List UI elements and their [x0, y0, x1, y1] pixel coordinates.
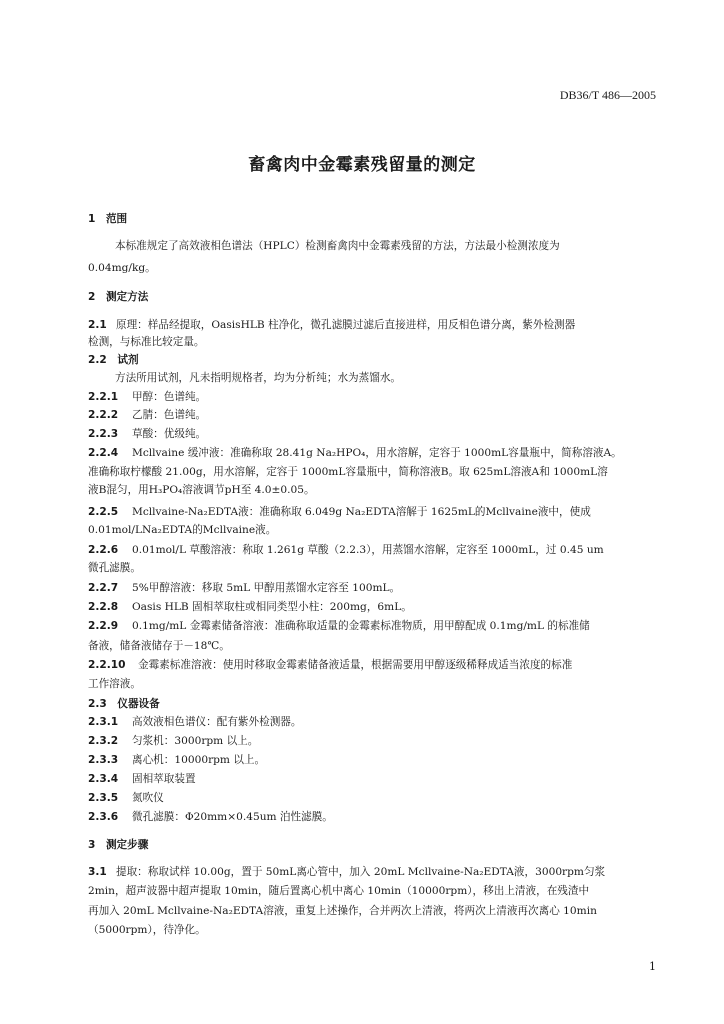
clause-number: 2.2.1: [88, 391, 119, 403]
clause-text: 离心机：10000rpm 以上。: [132, 754, 266, 766]
page-number: 1: [649, 960, 656, 973]
clause-text: Oasis HLB 固相萃取柱或相同类型小柱：200mg，6mL。: [132, 601, 412, 613]
clause-text: 氮吹仪: [132, 792, 164, 804]
clause-text: 提取：称取试样 10.00g，置于 50mL离心管中，加入 20mL Mcllvaine-Na₂EDTA液，3000rpm匀浆: [116, 866, 606, 878]
clause-number: 2.1: [88, 319, 107, 331]
clause-number: 2.2.2: [88, 409, 119, 421]
clause-text: 乙腈：色谱纯。: [132, 409, 207, 421]
equipment-2-3-6: [88, 811, 333, 824]
clause-number: 2.3.1: [88, 716, 119, 728]
section-1-text-cont: 0.04mg/kg。: [88, 262, 156, 274]
reagent-2-2-8: [88, 601, 412, 614]
reagent-2-2-4-line-1: [88, 447, 622, 460]
clause-text: 微孔滤膜：Φ20mm×0.45um 泊性滤膜。: [132, 811, 333, 823]
document-title: 畜禽肉中金霉素残留量的测定: [248, 155, 476, 175]
clause-text: 0.01mol/L 草酸溶液：称取 1.261g 草酸（2.2.3），用蒸馏水溶解，定容至 1000mL，过 0.45 um: [132, 544, 604, 556]
clause-number: 2.2.5: [88, 506, 119, 518]
standard-code: DB36/T 486—2005: [559, 88, 656, 102]
section-1-heading: 1 范围: [88, 213, 128, 225]
reagents-intro: 方法所用试剂，凡未指明规格者，均为分析纯；水为蒸馏水。: [115, 372, 402, 384]
reagent-2-2-3: [88, 428, 206, 441]
clause-number: 2.2.10: [88, 659, 126, 671]
principle-line-2: 检测，与标准比较定量。: [88, 336, 205, 348]
clause-number: 2.2.9: [88, 620, 119, 632]
clause-number: 3.1: [88, 866, 107, 878]
reagent-2-2-6-line-1: [88, 544, 604, 557]
equipment-2-3-5: [88, 792, 164, 805]
equipment-2-3-4: [88, 773, 196, 786]
reagent-2-2-1: [88, 391, 206, 404]
clause-number: 2.3.4: [88, 773, 119, 785]
equipment-2-3-3: [88, 754, 265, 767]
reagents-heading: 2.2 试剂: [88, 354, 139, 366]
clause-text: 0.1mg/mL 金霉素储备溶液：准确称取适量的金霉素标准物质，用甲醇配成 0.1mg/mL 的标准储: [132, 620, 590, 632]
extraction-line-3: 再加入 20mL Mcllvaine-Na₂EDTA溶液，重复上述操作，合并两次上清液，将两次上清液再次离心 10min: [88, 905, 597, 917]
reagent-2-2-2: [88, 409, 206, 422]
reagent-2-2-4-line-2: 准确称取柠檬酸 21.00g，用水溶解，定容于 1000mL容量瓶中，简称溶液B。取 625mL溶液A和 1000mL溶: [88, 466, 608, 478]
equipment-heading: 2.3 仪器设备: [88, 698, 160, 710]
clause-text: Mcllvaine 缓冲液：准确称取 28.41g Na₂HPO₄，用水溶解，定容于 1000mL容量瓶中，简称溶液A。: [132, 447, 622, 459]
clause-text: 匀浆机：3000rpm 以上。: [132, 735, 259, 747]
clause-number: 2.2.8: [88, 601, 119, 613]
reagent-2-2-9-line-1: [88, 620, 590, 633]
clause-text: 草酸：优级纯。: [132, 428, 207, 440]
clause-number: 2.2.3: [88, 428, 119, 440]
clause-text: 原理：样品经提取，OasisHLB 柱净化，微孔滤膜过滤后直接进样，用反相色谱分离，紫外检测器: [116, 319, 576, 331]
section-3-heading: 3 测定步骤: [88, 839, 149, 851]
reagent-2-2-5-line-2: 0.01mol/LNa₂EDTA的Mcllvaine液。: [88, 524, 277, 536]
reagent-2-2-4-line-3: 液B混匀，用H₃PO₄溶液调节pH至 4.0±0.05。: [88, 484, 315, 496]
clause-number: 2.3.6: [88, 811, 119, 823]
clause-number: 2.2.7: [88, 582, 119, 594]
clause-text: 固相萃取装置: [132, 773, 196, 785]
clause-text: 甲醇：色谱纯。: [132, 391, 207, 403]
clause-text: 金霉素标准溶液：使用时移取金霉素储备液适量，根据需要用甲醇逐级稀释成适当浓度的标准: [138, 659, 573, 671]
section-1-text: 本标准规定了高效液相色谱法（HPLC）检测畜禽肉中金霉素残留的方法，方法最小检测浓度为: [115, 240, 560, 252]
extraction-line-1: [88, 866, 605, 879]
clause-text: 5%甲醇溶液：移取 5mL 甲醇用蒸馏水定容至 100mL。: [132, 582, 401, 594]
reagent-2-2-10-line-2: 工作溶液。: [88, 678, 141, 690]
clause-number: 2.3.2: [88, 735, 119, 747]
clause-number: 2.2.6: [88, 544, 119, 556]
reagent-2-2-5-line-1: [88, 506, 591, 519]
clause-number: 2.2.4: [88, 447, 119, 459]
reagent-2-2-7: [88, 582, 400, 595]
reagent-2-2-6-line-2: 微孔滤膜。: [88, 562, 141, 574]
section-2-heading: 2 测定方法: [88, 291, 149, 303]
clause-number: 2.3.3: [88, 754, 119, 766]
reagent-2-2-9-line-2: 备液，储备液储存于－18℃。: [88, 640, 230, 652]
equipment-2-3-2: [88, 735, 258, 748]
equipment-2-3-1: [88, 716, 302, 729]
extraction-line-4: （5000rpm），待净化。: [88, 924, 206, 936]
principle-line-1: [88, 319, 575, 332]
clause-text: Mcllvaine-Na₂EDTA液：准确称取 6.049g Na₂EDTA溶解于 1625mL的Mcllvaine液中，使成: [132, 506, 591, 518]
reagent-2-2-10-line-1: [88, 659, 572, 672]
clause-text: 高效液相色谱仪：配有紫外检测器。: [132, 716, 302, 728]
extraction-line-2: 2min，超声波器中超声提取 10min，随后置离心机中离心 10min（10000rpm），移出上清液，在残渣中: [88, 885, 590, 897]
clause-number: 2.3.5: [88, 792, 119, 804]
